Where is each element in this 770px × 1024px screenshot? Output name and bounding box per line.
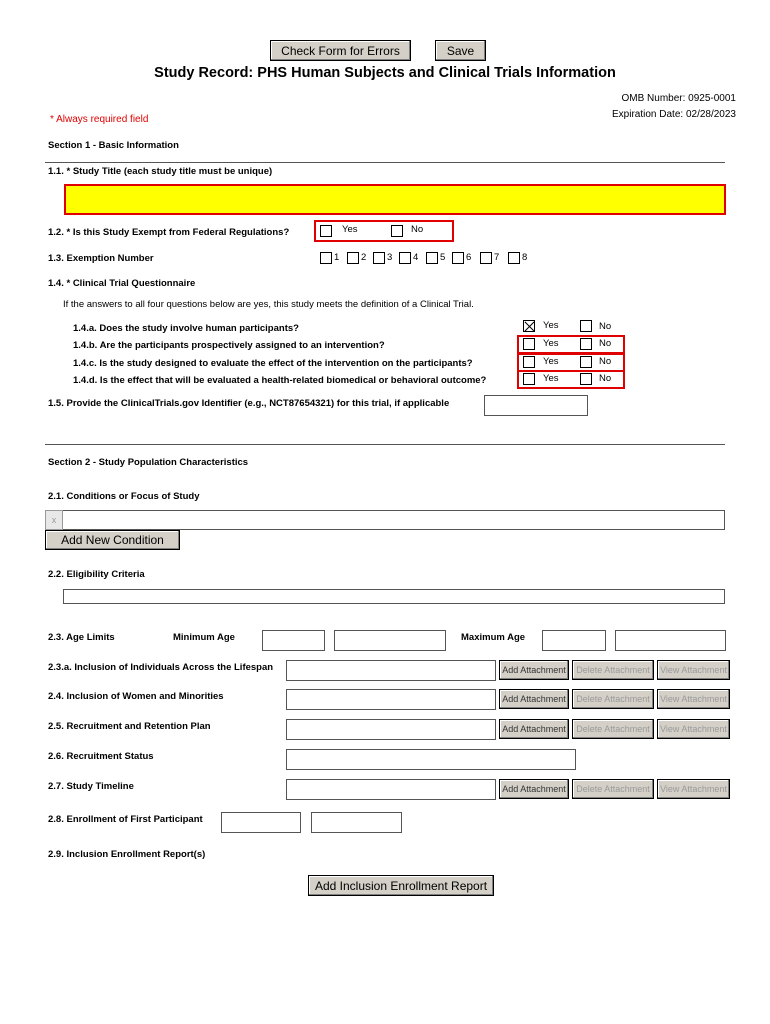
recruitment-add-attachment-button[interactable]: Add Attachment — [499, 719, 569, 739]
q2-3a-label: 2.3.a. Inclusion of Individuals Across the Lifespan — [48, 662, 274, 673]
exemption-1-checkbox[interactable] — [320, 252, 332, 264]
q1-4a-no-checkbox[interactable] — [580, 320, 592, 332]
exempt-no-label: No — [411, 224, 424, 235]
q1-4b-yes-checkbox[interactable] — [523, 338, 535, 350]
q1-5-label: 1.5. Provide the ClinicalTrials.gov Identifier (e.g., NCT87654321) for this trial, if applicable — [48, 398, 450, 409]
save-button[interactable]: Save — [435, 40, 486, 61]
lifespan-add-attachment-button[interactable]: Add Attachment — [499, 660, 569, 680]
q1-4c-no-checkbox[interactable] — [580, 356, 592, 368]
exemption-3-checkbox[interactable] — [373, 252, 385, 264]
q1-4c-no-label: No — [599, 356, 612, 367]
exempt-yes-label: Yes — [342, 224, 358, 235]
q1-4c-label: 1.4.c. Is the study designed to evaluate the effect of the intervention on the participants? — [73, 358, 473, 369]
exemption-8-label: 8 — [522, 252, 528, 263]
q1-4b-no-checkbox[interactable] — [580, 338, 592, 350]
q1-4b-label: 1.4.b. Are the participants prospectively assigned to an intervention? — [73, 340, 385, 351]
q2-7-label: 2.7. Study Timeline — [48, 781, 134, 792]
page-title: Study Record: PHS Human Subjects and Clinical Trials Information — [154, 65, 616, 81]
recruitment-attachment-field — [286, 719, 496, 740]
required-note: * Always required field — [50, 114, 149, 125]
exemption-8-checkbox[interactable] — [508, 252, 520, 264]
max-age-label: Maximum Age — [461, 632, 526, 643]
enrollment-type-select[interactable] — [311, 812, 402, 833]
max-age-input[interactable] — [542, 630, 606, 651]
timeline-delete-attachment-button[interactable]: Delete Attachment — [572, 779, 654, 799]
min-age-input[interactable] — [262, 630, 325, 651]
q2-4-label: 2.4. Inclusion of Women and Minorities — [48, 691, 224, 702]
q1-4d-yes-checkbox[interactable] — [523, 373, 535, 385]
recruitment-delete-attachment-button[interactable]: Delete Attachment — [572, 719, 654, 739]
section1-heading: Section 1 - Basic Information — [48, 140, 179, 151]
q2-3-label: 2.3. Age Limits — [48, 632, 115, 643]
expiration-date: Expiration Date: 02/28/2023 — [612, 109, 736, 120]
conditions-input[interactable] — [45, 510, 725, 530]
exemption-5-label: 5 — [440, 252, 446, 263]
q1-4b-no-label: No — [599, 338, 612, 349]
q2-2-label: 2.2. Eligibility Criteria — [48, 569, 145, 580]
timeline-view-attachment-button[interactable]: View Attachment — [657, 779, 730, 799]
section2-heading: Section 2 - Study Population Characteristics — [48, 457, 249, 468]
remove-condition-button[interactable]: x — [45, 510, 63, 530]
clinicaltrials-id-input[interactable] — [484, 395, 588, 416]
recruitment-view-attachment-button[interactable]: View Attachment — [657, 719, 730, 739]
q1-4-intro: If the answers to all four questions below are yes, this study meets the definition of a Clinical Trial. — [63, 299, 474, 310]
q1-4d-no-label: No — [599, 373, 612, 384]
women-minorities-delete-attachment-button[interactable]: Delete Attachment — [572, 689, 654, 709]
q1-3-label: 1.3. Exemption Number — [48, 253, 154, 264]
section1-divider — [45, 162, 725, 163]
q1-4c-yes-label: Yes — [543, 356, 559, 367]
exemption-6-label: 6 — [466, 252, 472, 263]
q1-2-label: 1.2. * Is this Study Exempt from Federal Regulations? — [48, 227, 290, 238]
lifespan-view-attachment-button[interactable]: View Attachment — [657, 660, 730, 680]
recruitment-status-select[interactable] — [286, 749, 576, 770]
lifespan-delete-attachment-button[interactable]: Delete Attachment — [572, 660, 654, 680]
q1-4b-yes-label: Yes — [543, 338, 559, 349]
exemption-6-checkbox[interactable] — [452, 252, 464, 264]
lifespan-attachment-field — [286, 660, 496, 681]
q1-4d-label: 1.4.d. Is the effect that will be evaluated a health-related biomedical or behavioral outcome? — [73, 375, 487, 386]
exempt-required-box — [314, 220, 454, 242]
exempt-no-checkbox[interactable] — [391, 225, 403, 237]
q1-4-label: 1.4. * Clinical Trial Questionnaire — [48, 278, 196, 289]
q2-5-label: 2.5. Recruitment and Retention Plan — [48, 721, 211, 732]
timeline-attachment-field — [286, 779, 496, 800]
q1-4d-no-checkbox[interactable] — [580, 373, 592, 385]
exemption-1-label: 1 — [334, 252, 340, 263]
min-age-label: Minimum Age — [173, 632, 235, 643]
q1-4a-yes-label: Yes — [543, 320, 559, 331]
add-inclusion-report-button[interactable]: Add Inclusion Enrollment Report — [308, 875, 494, 896]
exempt-yes-checkbox[interactable] — [320, 225, 332, 237]
eligibility-criteria-input[interactable] — [63, 589, 725, 604]
exemption-5-checkbox[interactable] — [426, 252, 438, 264]
exemption-7-checkbox[interactable] — [480, 252, 492, 264]
exemption-4-checkbox[interactable] — [399, 252, 411, 264]
women-minorities-view-attachment-button[interactable]: View Attachment — [657, 689, 730, 709]
exemption-4-label: 4 — [413, 252, 419, 263]
women-minorities-add-attachment-button[interactable]: Add Attachment — [499, 689, 569, 709]
exemption-2-label: 2 — [361, 252, 367, 263]
exemption-2-checkbox[interactable] — [347, 252, 359, 264]
q2-6-label: 2.6. Recruitment Status — [48, 751, 154, 762]
q2-9-label: 2.9. Inclusion Enrollment Report(s) — [48, 849, 206, 860]
q1-4a-label: 1.4.a. Does the study involve human participants? — [73, 323, 299, 334]
enrollment-date-input[interactable] — [221, 812, 301, 833]
q2-1-label: 2.1. Conditions or Focus of Study — [48, 491, 200, 502]
timeline-add-attachment-button[interactable]: Add Attachment — [499, 779, 569, 799]
study-title-input[interactable] — [64, 184, 726, 215]
exemption-3-label: 3 — [387, 252, 393, 263]
q1-4a-no-label: No — [599, 321, 612, 332]
omb-number: OMB Number: 0925-0001 — [621, 93, 736, 104]
q2-8-label: 2.8. Enrollment of First Participant — [48, 814, 203, 825]
add-condition-button[interactable]: Add New Condition — [45, 530, 180, 550]
section2-divider — [45, 444, 725, 445]
q1-4a-yes-checkbox[interactable] — [523, 320, 535, 332]
q1-4d-yes-label: Yes — [543, 373, 559, 384]
women-minorities-attachment-field — [286, 689, 496, 710]
min-age-unit-input[interactable] — [334, 630, 446, 651]
exemption-7-label: 7 — [494, 252, 500, 263]
check-form-button[interactable]: Check Form for Errors — [270, 40, 411, 61]
max-age-unit-input[interactable] — [615, 630, 726, 651]
q1-1-label: 1.1. * Study Title (each study title must be unique) — [48, 166, 273, 177]
q1-4c-yes-checkbox[interactable] — [523, 356, 535, 368]
